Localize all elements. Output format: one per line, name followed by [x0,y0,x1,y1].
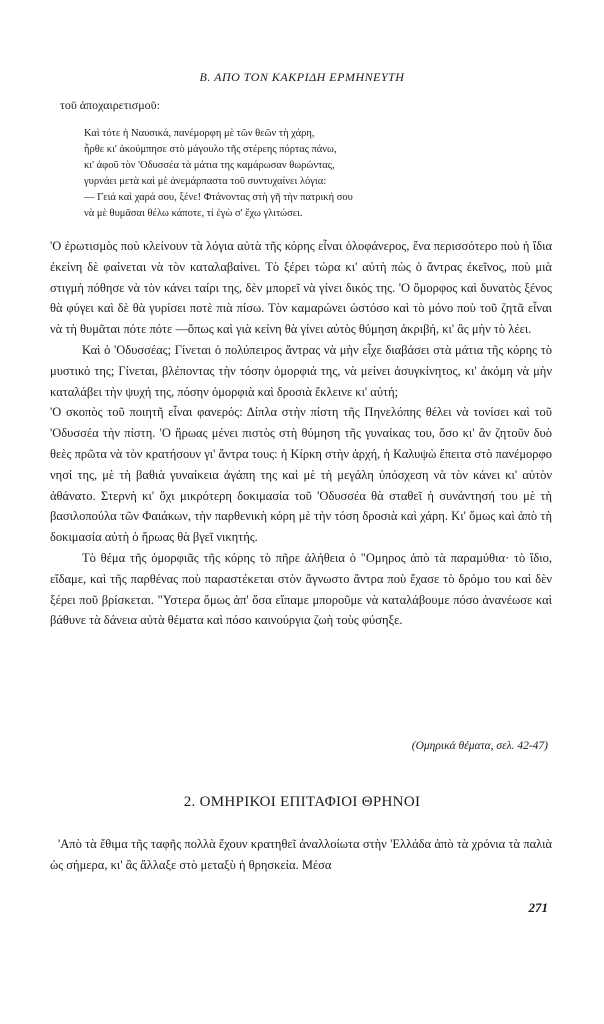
paragraph: 'Ο σκοπὸς τοῦ ποιητῆ εἶναι φανερός: Δίπλα στὴν πίστη τῆς Πηνελόπης θέλει νὰ τονίσει καὶ τοῦ 'Οδυσσέα τὴν πίστη. 'Ο ἥρωας μένει πιστὸς στὴ θύμηση τῆς γυναίκας του, ὅσο κι' ἂν ζητοῦν δυὸ θεὲς πρῶτα νὰ τὸν κρατήσουν γι' ἄντρα τους: ἡ Κίρκη στὴν ἀρχή, ἡ Καλυψὼ ἔπειτα στὸ πανέμορφο νησί της, μὲ τὴ βαθιὰ γυναίκεια ἀγάπη της καὶ μὲ τὴ μεγάλη ὑπόσχεση νὰ τὸν κάνει κι' αὐτὸν ἀθάνατο. Στερνὴ κι' ὄχι μικρότερη δοκιμασία τοῦ 'Οδυσσέα θὰ σταθεῖ ἡ συνάντησή του μὲ τὴ βασιλοπούλα τῶν Φαιάκων, τὴν παρθενικὴ κόρη μὲ τὴν τόση δροσιὰ καὶ χάρη. Κι' ὅμως καὶ ἀπὸ τὴ δοκιμασία αὐτὴ ὁ ἥρωας θὰ βγεῖ νικητής. [50,405,552,545]
body-text [50,236,552,631]
running-header: Β. ΑΠΟ ΤΟΝ ΚΑΚΡΙΔΗ ΕΡΜΗΝΕΥΤΗ [199,70,405,84]
page-number: 271 [528,900,548,915]
paragraph: Τὸ θέμα τῆς ὀμορφιᾶς τῆς κόρης τὸ πῆρε ἀλήθεια ὁ "Ομηρος ἀπὸ τὰ παραμύθια· τὸ ἴδιο, εἴδαμε, καὶ τῆς παρθένας ποὺ παραστέκεται στὸν ἄγνωστο ἄντρα ποὺ ἔχασε τὸ δρόμο του καὶ δὲν ξέρει ποῦ βρίσκεται. "Υστερα ὅμως ἀπ' ὅσα εἴπαμε μποροῦμε νὰ καταλάβουμε πόσο ἀνανέωσε καὶ βάθυνε τὰ δάνεια αὐτὰ θέματα καὶ πόσο καινούργια ζωὴ τοὺς φύσηξε. [50,550,552,628]
section-title: 2. ΟΜΗΡΙΚΟΙ ΕΠΙΤΑΦΙΟΙ ΘΡΗΝΟΙ [183,794,421,810]
paragraph: 'Ο ἐρωτισμὸς ποὺ κλείνουν τὰ λόγια αὐτὰ τῆς κόρης εἶναι ὁλοφάνερος, ἕνα περισσότερο ποὺ ἡ ἴδια ἐκείνη δὲ φαίνεται νὰ τὸν καταλαβαίνει. Τὸ ξέρει τώρα κι' αὐτὴ πὼς ὁ ἄντρας ἐκεῖνος, ποὺ μιὰ στιγμὴ πόθησε νὰ τὸν κάνει ταίρι της, δὲν μπορεῖ νὰ γίνει δικός της. 'Ο ὄμορφος καὶ δυνατὸς ξένος θὰ φύγει καὶ δὲ θὰ γυρίσει ποτὲ πιὰ πίσω. Τὸν καμαρώνει ὡστόσο καὶ τὸ μόνο ποὺ τοῦ ζητᾶ εἶναι νὰ τὴ θυμᾶται πότε πότε —ὅπως καὶ γιὰ κείνη θὰ γίνει αὐτὸς θύμηση ἀκριβή, κι' ἂς μὴν τὸ λέει. [50,239,552,337]
section-text [50,834,552,876]
poem-line: κι' ἀφοῦ τὸν 'Οδυσσέα τὰ μάτια της καμάρωσαν θωρώντας, [84,160,335,171]
poem-line: ἦρθε κι' ἀκούμπησε στὸ μάγουλο τῆς στέρεης πόρτας πάνω, [84,144,337,155]
paragraph: 'Απὸ τὰ ἔθιμα τῆς ταφῆς πολλὰ ἔχουν κρατηθεῖ ἀναλλοίωτα στὴν 'Ελλάδα ἀπὸ τὰ χρόνια τὰ παλιὰ ὡς σήμερα, κι' ἂς ἄλλαξε στὸ μεταξὺ ἡ θρησκεία. Μέσα [50,837,552,872]
citation: (Ομηρικά θέματα, σελ. 42-47) [411,740,548,752]
poem-line: γυρνάει μετὰ καὶ μὲ ἀνεμάρπαστα τοῦ συντυχαίνει λόγια: [84,176,327,187]
poem-line: — Γειά καὶ χαρά σου, ξένε! Φτάνοντας στὴ γῆ τὴν πατρική σου [84,192,353,203]
poem-line: νὰ μὲ θυμᾶσαι θέλω κάποτε, τί ἐγὼ σ' ἔχω γλιτώσει. [84,208,303,219]
intro-line: τοῦ ἀποχαιρετισμοῦ: [60,98,160,112]
poem-quote [84,126,544,222]
poem-line: Καὶ τότε ἡ Ναυσικά, πανέμορφη μὲ τῶν θεῶν τὴ χάρη, [84,128,315,139]
paragraph: Καὶ ὁ 'Οδυσσέας; Γίνεται ὁ πολύπειρος ἄντρας νὰ μὴν εἶχε διαβάσει στὰ μάτια τῆς κόρης τὸ μυστικό της; Γίνεται, βλέποντας τὴν τόσην ὀμορφιά της, νὰ μείνει ἀσυγκίνητος, κι' ἀκόμη νὰ μὴν καταλάβει τὴν ψυχή της, πόσην ὀμορφιὰ καὶ δροσιὰ ἔκλεινε κι' αὐτή; [50,342,552,399]
